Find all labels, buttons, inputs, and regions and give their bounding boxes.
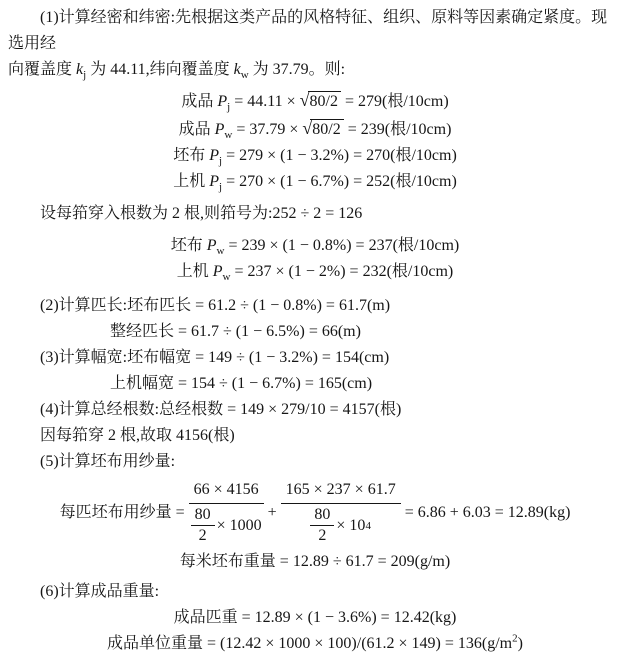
- section-6-title: (6)计算成品重量:: [40, 583, 160, 600]
- yarn-fraction-2: 165 × 237 × 61.7 $\frac{80}{2}$ × 10 4: [281, 480, 401, 545]
- formula-finished-warp-density: 成品 $P_j = 44.11 \times √80/2 = 279$(根/10cm): [181, 90, 449, 114]
- section-4-total-ends-line-2: 因每筘穿 2 根,故取 4156(根): [40, 427, 235, 444]
- intro-line-1: (1)计算经密和纬密:先根据这类产品的风格特征、组织、原料等因素确定紧度。现选用经: [8, 9, 608, 52]
- inner-fraction-80-over-2: $\frac{80}{2}$: [191, 506, 215, 546]
- formula-greige-warp-density: 坯布 $P_j = 279 \times (1 - 3.2\%) = 270$(根/10cm): [173, 147, 457, 168]
- yarn-fraction-1: 66 × 4156 $\frac{80}{2}$ × 1000: [189, 480, 264, 545]
- yarn-formula-result: = 6.86 + 6.03 = 12.89(kg): [404, 504, 571, 521]
- weft-cover-subscript: w: [240, 69, 249, 82]
- inner-fraction-80-over-2: $\frac{80}{2}$: [310, 506, 334, 546]
- formula-weight-per-meter: 每米坯布重量 = 12.89 ÷ 61.7 = 209(g/m): [179, 553, 451, 570]
- radical-sign: √: [299, 90, 310, 110]
- intro-line-2-post: 为 37.79。则:: [248, 61, 346, 78]
- section-2-piece-length-line-1: (2)计算匹长:坯布匹长 = 61.2 ÷ (1 − 0.8%) = 61.7(m): [40, 297, 391, 314]
- formula-greige-weft-density: 坯布 $P_w = 239 \times (1 - 0.8\%) = 237$(根/10cm): [170, 237, 460, 258]
- section-4-total-ends-line-1: (4)计算总经根数:总经根数 = 149 × 279/10 = 4157(根): [40, 401, 402, 418]
- intro-line-2-mid: 为 44.11,纬向覆盖度: [86, 61, 234, 78]
- sqrt-expression: √80/2: [300, 93, 341, 110]
- radical-sign: √: [302, 118, 313, 138]
- formula-finished-unit-weight: 成品单位重量 = $(12.42 \times 1000 \times 100)/(61.2 \times 149) = 136(g/m^2)$: [107, 632, 523, 652]
- formula-yarn-per-piece: [8, 481, 622, 545]
- section-2-piece-length-line-2: 整经匹长 = 61.7 ÷ (1 − 6.5%) = 66(m): [110, 323, 361, 340]
- square-meter-exponent: 2: [512, 632, 518, 645]
- yarn-formula-plus: +: [267, 504, 277, 521]
- reed-number-note: 设每筘穿入根数为 2 根,则筘号为:252 ÷ 2 = 126: [40, 205, 363, 222]
- section-5-title: (5)计算坯布用纱量:: [40, 453, 176, 470]
- intro-line-2: [8, 57, 622, 83]
- formula-finished-weft-density: 成品 $P_w = 37.79 \times √80/2 = 239$(根/10cm): [178, 118, 452, 142]
- intro-line-2-pre: 向覆盖度: [8, 61, 77, 78]
- sqrt-expression: √80/2: [302, 121, 343, 138]
- warp-cover-subscript: j: [83, 69, 87, 82]
- formula-loom-weft-density: 上机 $P_w = 237 \times (1 - 2\%) = 232$(根/10cm): [176, 263, 454, 284]
- formula-loom-warp-density: 上机 $P_j = 270 \times (1 - 6.7\%) = 252$(根/10cm): [173, 173, 457, 194]
- section-3-width-line-2: 上机幅宽 = 154 ÷ (1 − 6.7%) = 165(cm): [110, 375, 373, 392]
- warp-cover-variable: k: [76, 61, 84, 78]
- weft-cover-variable: k: [233, 61, 241, 78]
- section-3-width-line-1: (3)计算幅宽:坯布幅宽 = 149 ÷ (1 − 3.2%) = 154(cm): [40, 349, 390, 366]
- yarn-formula-lead: 每匹坯布用纱量 =: [59, 504, 185, 521]
- formula-finished-piece-weight: 成品匹重 = 12.89 × (1 − 3.6%) = 12.42(kg): [173, 609, 457, 626]
